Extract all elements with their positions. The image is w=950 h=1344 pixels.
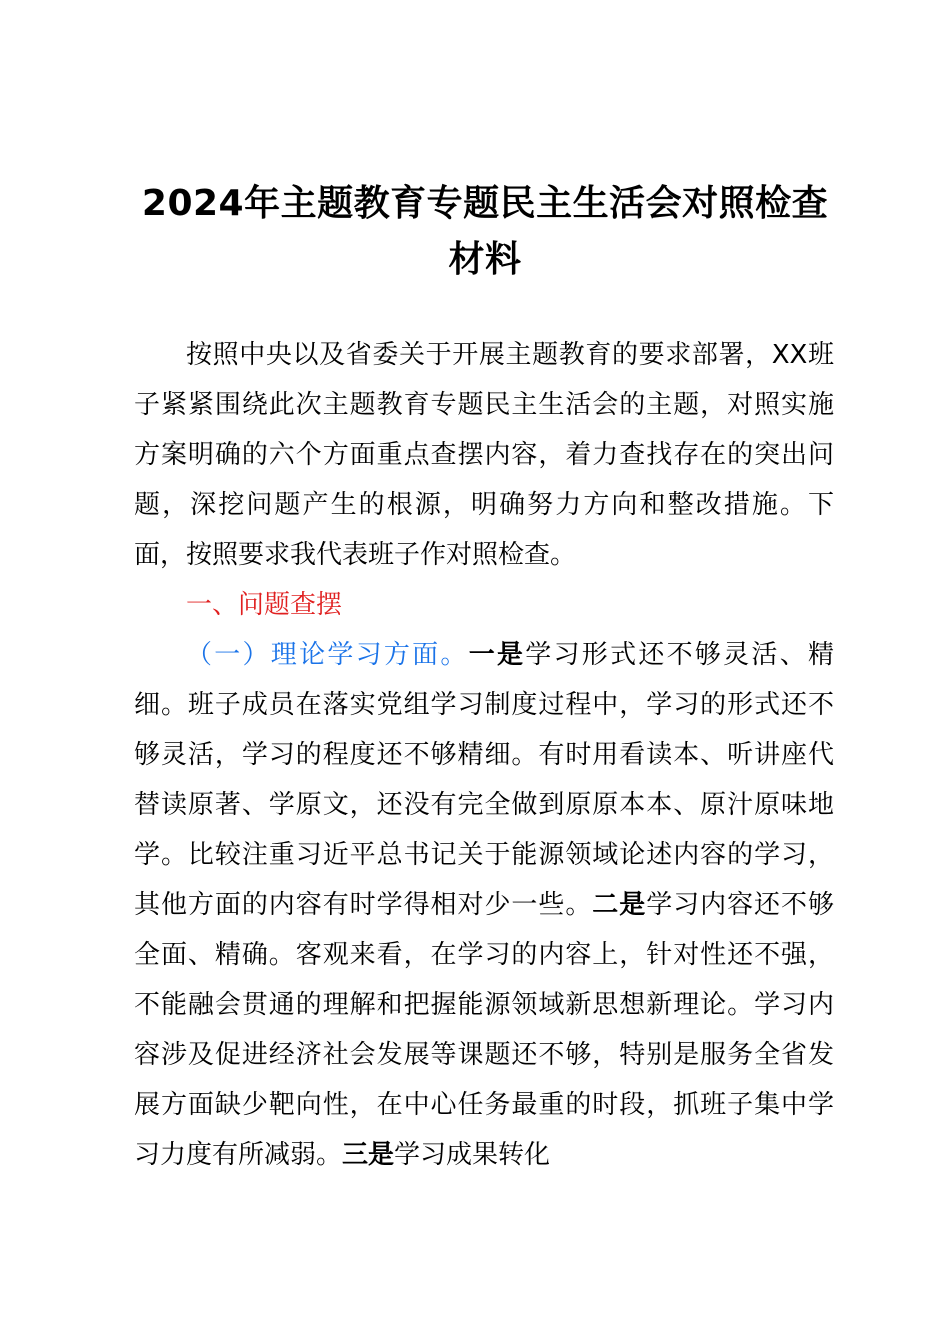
point-3-label: 三是 <box>342 1140 395 1170</box>
theory-study-paragraph <box>134 630 834 1180</box>
title-line-1: 2024年主题教育专题民主生活会对照检查 <box>141 183 829 224</box>
point-2-text: 学习内容还不够全面、精确。客观来看，在学习的内容上，针对性还不强，不能融会贯通的理解和把握能源领域新思想新理论。学习内容涉及促进经济社会发展等课题还不够，特别是服务全省发展方面缺少靶向性，在中心任务最重的时段，抓班子集中学习力度有所减弱。 <box>134 890 834 1170</box>
point-3-text: 学习成果转化 <box>394 1140 551 1170</box>
title-line-2: 材料 <box>448 239 522 280</box>
subsection-heading: （一）理论学习方面。 <box>186 640 469 670</box>
section-heading: 一、问题查摆 <box>186 590 343 620</box>
point-2-label: 二是 <box>592 890 647 920</box>
document-title <box>120 176 850 288</box>
document-body <box>134 330 834 1180</box>
point-1-label: 一是 <box>468 640 526 670</box>
intro-paragraph: 按照中央以及省委关于开展主题教育的要求部署，XX班子紧紧围绕此次主题教育专题民主生活会的主题，对照实施方案明确的六个方面重点查摆内容，着力查找存在的突出问题，深挖问题产生的根源，明确努力方向和整改措施。下面，按照要求我代表班子作对照检查。 <box>134 340 834 570</box>
point-1-text: 学习形式还不够灵活、精细。班子成员在落实党组学习制度过程中，学习的形式还不够灵活，学习的程度还不够精细。有时用看读本、听讲座代替读原著、学原文，还没有完全做到原原本本、原汁原味地学。比较注重习近平总书记关于能源领域论述内容的学习，其他方面的内容有时学得相对少一些。 <box>134 640 834 920</box>
